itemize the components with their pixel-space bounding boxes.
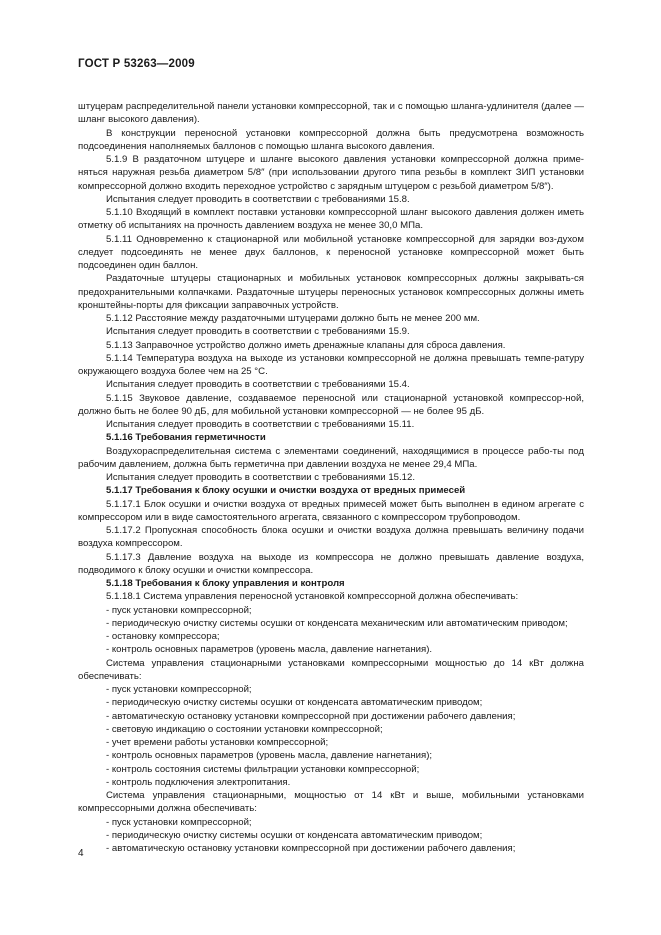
paragraph: 5.1.9 В раздаточном штуцере и шланге высокого давления установки компрессорной должна приме-нятьcя наружная резьба диаметром 5/8″ (при использовании другого типа резьбы в комплект ЗИП установки компрессорной должно входить переходное устройство с зарядным штуцером с резьбой диаметром 5/8″). (78, 154, 584, 192)
paragraph: 5.1.17.2 Пропускная способность блока осушки и очистки воздуха должна превышать величину подачи воздуха компрессором. (78, 525, 584, 550)
document-body (78, 100, 584, 855)
list-item: - автоматическую остановку установки компрессорной при достижении рабочего давления; (106, 843, 516, 854)
paragraph: 5.1.18.1 Система управления переносной установкой компрессорной должна обеспечивать: (106, 591, 519, 603)
list-item: - периодическую очистку системы осушки от конденсата автоматическим приводом; (106, 697, 483, 709)
paragraph: штуцерам распределительной панели установки компрессорной, так и с помощью шланга-удлинителя (далее — шланг высокого давления). (78, 101, 584, 126)
list-item: - пуск установки компрессорной; (106, 816, 252, 828)
paragraph: Испытания следует проводить в соответствии с требованиями 15.4. (106, 379, 410, 391)
list-item: - контроль состояния системы фильтрации установки компрессорной; (106, 763, 420, 775)
paragraph: 5.1.15 Звуковое давление, создаваемое переносной или стационарной установкой компрессор-ной, должно быть не более 90 дБ, для мобильной установки компрессорной — не более 95 дБ. (78, 392, 584, 417)
list-item: - световую индикацию о состоянии установки компрессорной; (106, 723, 383, 735)
list-item: - пуск установки компрессорной; (106, 684, 252, 695)
paragraph: 5.1.11 Одновременно к стационарной или мобильной установке компрессорной для зарядки воз-духом следует подсоединять не менее двух баллонов, к переносной установке компрессорной может быть подсоединен один баллон. (78, 233, 584, 271)
paragraph: Система управления стационарными установками компрессорными мощностью до 14 кВт должна обеспечивать: (78, 657, 584, 682)
paragraph: Система управления стационарными, мощностью от 14 кВт и выше, мобильными установками компрессорными должна обеспечивать: (78, 790, 584, 815)
paragraph: Испытания следует проводить в соответствии с требованиями 15.9. (106, 326, 410, 338)
paragraph: Испытания следует проводить в соответствии с требованиями 15.8. (106, 193, 410, 205)
paragraph: 5.1.13 Заправочное устройство должно иметь дренажные клапаны для сброса давления. (106, 339, 506, 351)
paragraph: 5.1.17.3 Давление воздуха на выходе из компрессора не должно превышать давление воздуха, подводимого к блоку осушки и очистки компрессора. (78, 551, 584, 576)
section-heading: 5.1.17 Требования к блоку осушки и очистки воздуха от вредных примесей (106, 485, 466, 497)
list-item: - автоматическую остановку установки компрессорной при достижении рабочего давления; (106, 710, 516, 722)
paragraph: В конструкции переносной установки компрессорной должна быть предусмотрена возможность подсоединения наполняемых баллонов с помощью шланга высокого давления. (78, 127, 584, 152)
page-number: 4 (78, 848, 84, 859)
paragraph: Испытания следует проводить в соответствии с требованиями 15.11. (106, 419, 415, 430)
paragraph: 5.1.12 Расстояние между раздаточными штуцерами должно быть не менее 200 мм. (106, 313, 480, 324)
paragraph: 5.1.17.1 Блок осушки и очистки воздуха от вредных примесей может быть выполнен в едином агрегате с компрессором или в виде самостоятельного агрегата, связанного с компрессором трубопроводом. (78, 498, 584, 523)
list-item: - контроль подключения электропитания. (106, 776, 291, 788)
paragraph: Воздухораспределительная система с элементами соединений, находящимися в процессе рабо-ты под рабочим давлением, должна быть герметична при давлении воздуха не менее 29,4 МПа. (78, 445, 584, 470)
paragraph: Испытания следует проводить в соответствии с требованиями 15.12. (106, 472, 416, 483)
list-item: - пуск установки компрессорной; (106, 604, 252, 616)
list-item: - контроль основных параметров (уровень масла, давление нагнетания); (106, 750, 433, 762)
section-heading: 5.1.18 Требования к блоку управления и контроля (106, 578, 345, 589)
section-heading: 5.1.16 Требования герметичности (106, 432, 266, 444)
page-header: ГОСТ Р 53263—2009 (78, 58, 195, 70)
list-item: - периодическую очистку системы осушки от конденсата механическим или автоматическим приводом; (106, 617, 568, 629)
paragraph: Раздаточные штуцеры стационарных и мобильных установок компрессорных должны закрывать-ся предохранительными колпачками. Раздаточные штуцеры переносных установок компрессорных должны иметь кронштейны-порты для фиксации заправочных устройств. (78, 273, 584, 311)
list-item: - периодическую очистку системы осушки от конденсата автоматическим приводом; (106, 829, 483, 841)
list-item: - учет времени работы установки компрессорной; (106, 737, 329, 748)
list-item: - контроль основных параметров (уровень масла, давление нагнетания). (106, 644, 433, 656)
paragraph: 5.1.14 Температура воздуха на выходе из установки компрессорной не должна превышать темпе-ратуру окружающего воздуха более чем на 25 °С. (78, 352, 584, 377)
paragraph: 5.1.10 Входящий в комплект поставки установки компрессорной шланг высокого давления должен иметь отметку об испытаниях на прочность давлением воздуха не менее 30,0 МПа. (78, 207, 584, 232)
list-item: - остановку компрессора; (106, 631, 220, 642)
